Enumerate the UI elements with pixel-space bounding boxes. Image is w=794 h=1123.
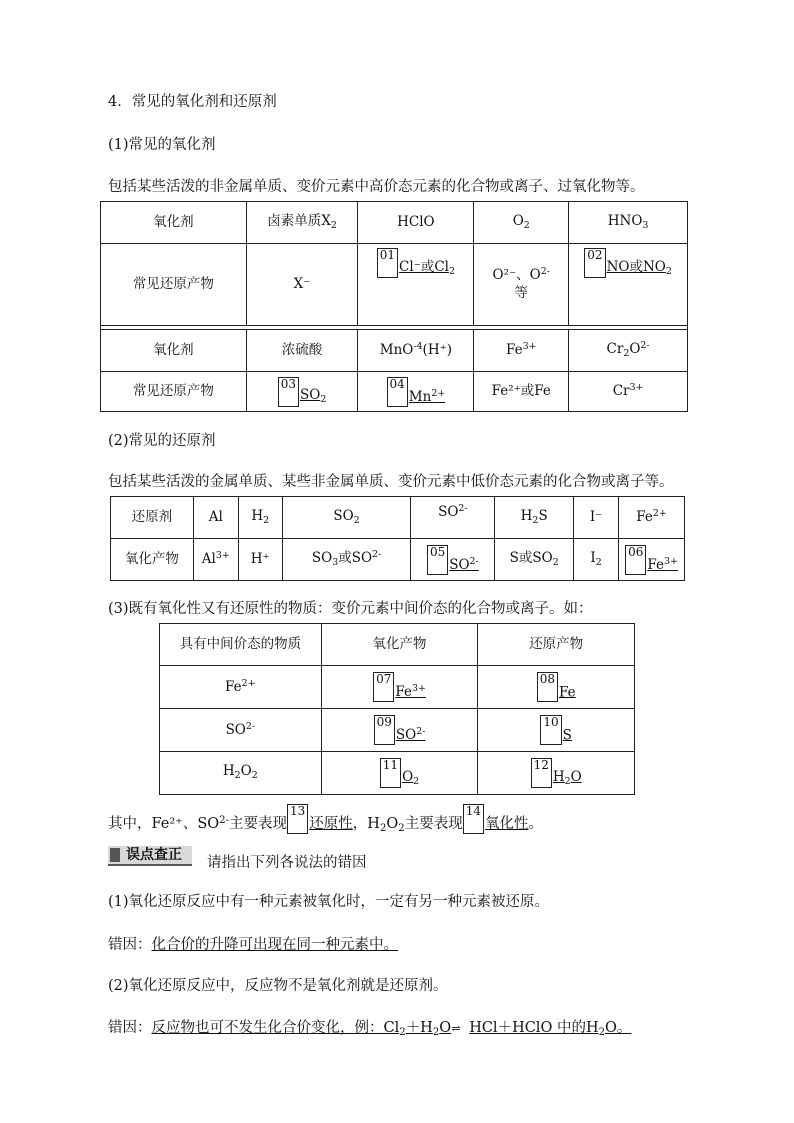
cell-so3: $SO^{2-}$ <box>411 497 495 539</box>
cell-fe3: $Fe^{3+}$ <box>474 330 569 372</box>
answer-box-10: 10 <box>540 715 561 745</box>
cell-fe2: $Fe^{2+}$ <box>619 497 685 539</box>
cell-o2-products: O²⁻、$O^{2-}$ 等 <box>474 244 569 326</box>
row-reduction-product: 常见还原产物 <box>101 244 247 326</box>
reductants-table <box>110 496 685 581</box>
cell-answer-07: $07Fe^{3+}$ <box>321 666 478 709</box>
answer-box-01: 01 <box>377 248 398 278</box>
cell-answer-02: 02NO或$NO_2$ <box>569 244 688 326</box>
question-2: (2)氧化还原反应中，反应物不是氧化剂就是还原剂。 <box>108 978 448 994</box>
cell-answer-12: $12H_2O$ <box>478 752 635 795</box>
answer-box-12: 12 <box>531 758 552 788</box>
cell-i-minus: I⁻ <box>574 497 619 539</box>
cell-answer-09: $09SO^{2-}$ <box>321 709 478 752</box>
cell-h2: $H_2$ <box>238 497 282 539</box>
summary-line: 其中，Fe²⁺、$SO^{2-}$主要表现13还原性，$H_2O_2$主要表现14氧化性。 <box>108 804 544 834</box>
header-oxidation-product: 氧化产物 <box>321 624 478 666</box>
header-o2: $O_2$ <box>474 202 569 244</box>
row-oxidation-product: 氧化产物 <box>111 539 194 581</box>
intermediate-valence-table <box>159 623 635 795</box>
cell-answer-03: $03SO_2$ <box>246 372 358 412</box>
reductants-description: 包括某些活泼的金属单质、某些非金属单质、变价元素中低价态元素的化合物或离子等。 <box>108 474 674 490</box>
answer-1: 错因：化合价的升降可出现在同一种元素中。 <box>108 937 398 953</box>
row-reduction-product-2: 常见还原产物 <box>101 372 247 412</box>
answer-box-13: 13 <box>287 804 308 834</box>
subheading-reductants: (2)常见的还原剂 <box>108 433 216 449</box>
answer-box-11: 11 <box>380 758 401 788</box>
cell-answer-06: $06Fe^{3+}$ <box>619 539 685 581</box>
cell-answer-10: 10S <box>478 709 635 752</box>
cell-so3-or-so4: $SO_3$或$SO^{2-}$ <box>282 539 411 581</box>
cell-mno4: MnO$^{-4}$(H⁺) <box>358 330 474 372</box>
subheading-both: (3)既有氧化性又有还原性的物质：变价元素中间价态的化合物或离子。如： <box>108 601 593 617</box>
tag-prompt: 请指出下列各说法的错因 <box>207 855 367 871</box>
header-hclo: HClO <box>358 202 474 244</box>
header-oxidant: 氧化剂 <box>101 202 247 244</box>
header-intermediate: 具有中间价态的物质 <box>160 624 322 666</box>
answer-box-05: 05 <box>427 545 448 575</box>
cell-answer-11: $11O_2$ <box>321 752 478 795</box>
answer-box-14: 14 <box>463 804 484 834</box>
answer-box-04: 04 <box>387 377 408 407</box>
answer-box-08: 08 <box>537 672 558 702</box>
cell-cr2o7: $Cr_2O^{2-}$ <box>569 330 688 372</box>
answer-box-03: 03 <box>278 377 299 407</box>
error-check-tag: 误点查正 <box>108 846 192 866</box>
answer-box-09: 09 <box>374 715 395 745</box>
tag-bar-icon <box>110 848 120 862</box>
header-reduction-product: 还原产物 <box>478 624 635 666</box>
cell-so3: $SO^{2-}$ <box>160 709 322 752</box>
subheading-oxidants: (1)常见的氧化剂 <box>108 137 216 153</box>
question-1: (1)氧化还原反应中有一种元素被氧化时，一定有另一种元素被还原。 <box>108 894 550 910</box>
header-halogen: 卤素单质$X_2$ <box>246 202 358 244</box>
section-heading: 4．常见的氧化剂和还原剂 <box>108 94 277 110</box>
cell-fe-products: Fe²⁺或Fe <box>474 372 569 412</box>
header-hno3: $HNO_3$ <box>569 202 688 244</box>
header-oxidant-2: 氧化剂 <box>101 330 247 372</box>
answer-box-02: 02 <box>584 248 605 278</box>
cell-al3: $Al^{3+}$ <box>193 539 238 581</box>
cell-fe2: $Fe^{2+}$ <box>160 666 322 709</box>
cell-answer-05: $05SO^{2-}$ <box>411 539 495 581</box>
header-reductant: 还原剂 <box>111 497 194 539</box>
cell-answer-01: 01Cl⁻或$Cl_2$ <box>358 244 474 326</box>
cell-x-minus: X⁻ <box>246 244 358 326</box>
answer-box-06: 06 <box>625 545 646 575</box>
cell-answer-04: $04Mn^{2+}$ <box>358 372 474 412</box>
cell-h2s: $H_2S$ <box>495 497 574 539</box>
oxidants-table <box>100 201 688 412</box>
answer-2: 错因：反应物也可不发生化合价变化，例：$Cl_2+H_2O\rightleftharpoons$ HCl＋HClO 中的$H_2O$。 <box>108 1020 632 1038</box>
cell-so2: $SO_2$ <box>282 497 411 539</box>
equilibrium-arrow-icon: ⇌ <box>451 1022 461 1035</box>
answer-box-07: 07 <box>373 672 394 702</box>
cell-h2o2: $H_2O_2$ <box>160 752 322 795</box>
cell-i2: $I_2$ <box>574 539 619 581</box>
cell-al: Al <box>193 497 238 539</box>
cell-conc-h2so4: 浓硫酸 <box>246 330 358 372</box>
cell-s-or-so2: S或$SO_2$ <box>495 539 574 581</box>
oxidants-description: 包括某些活泼的非金属单质、变价元素中高价态元素的化合物或离子、过氧化物等。 <box>108 179 645 195</box>
cell-answer-08: 08Fe <box>478 666 635 709</box>
cell-h-plus: H⁺ <box>238 539 282 581</box>
cell-cr3: $Cr^{3+}$ <box>569 372 688 412</box>
